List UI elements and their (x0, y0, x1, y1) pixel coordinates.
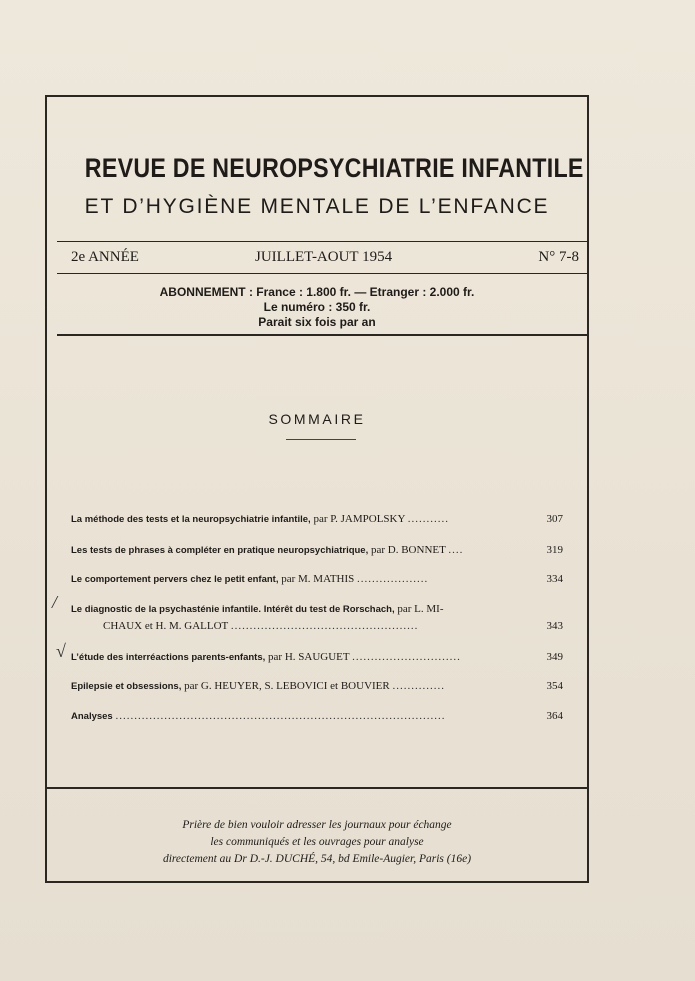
page-frame (45, 95, 589, 883)
toc-entry (71, 510, 563, 529)
toc-entry-page: 343 (546, 620, 563, 632)
toc-entry-dots: .............. (392, 680, 445, 692)
rule-issue (57, 273, 587, 274)
toc-entry-author: par H. SAUGUET (268, 651, 350, 663)
rule-footer (47, 787, 587, 789)
toc-entry-author: par L. MI- (397, 603, 444, 615)
subscription-info (47, 285, 587, 330)
toc-entry (71, 570, 563, 589)
toc-entry-author: par D. BONNET (370, 544, 446, 556)
footer-line2: les communiqués et les ouvrages pour analyse (210, 836, 424, 848)
toc-entry-page: 349 (546, 651, 563, 663)
subscription-frequency: Parait six fois par an (258, 315, 376, 329)
rule-subscription (57, 334, 587, 336)
toc-entry-dots: ............................. (352, 651, 461, 663)
footer-line1: Prière de bien vouloir adresser les journaux pour échange (182, 819, 452, 831)
toc-entry-title: Epilepsie et obsessions, (71, 681, 182, 692)
toc-entry-dots: ........... (407, 513, 450, 525)
toc-entry-dots: ........................................................................................ (115, 710, 446, 722)
toc-entry-title: Les tests de phrases à compléter en pratique neuropsychiatrique, (71, 545, 369, 556)
journal-title-line1: REVUE DE NEUROPSYCHIATRIE INFANTILE (84, 153, 584, 183)
journal-title-line2: ET D’HYGIÈNE MENTALE DE L’ENFANCE (84, 195, 550, 218)
toc-entry (71, 541, 563, 560)
toc-entry-title: Le diagnostic de la psychasténie infantile. Intérêt du test de Rorschach, (71, 604, 395, 615)
toc-entry (71, 707, 563, 726)
issue-line (71, 249, 579, 271)
issue-date: JUILLET-AOUT 1954 (255, 249, 393, 265)
issue-number: N° 7-8 (538, 249, 579, 265)
pencil-check-icon: √ (56, 641, 66, 661)
toc-entry-continuation (103, 617, 563, 636)
subscription-single-issue: Le numéro : 350 fr. (263, 300, 371, 314)
toc-entry-title: L’étude des interréactions parents-enfants, (71, 652, 266, 663)
toc-entry-title: Le comportement pervers chez le petit enfant, (71, 574, 279, 585)
toc-entry-author: par G. HEUYER, S. LEBOVICI et BOUVIER (184, 680, 390, 692)
toc-entry (71, 648, 563, 667)
sommaire-underline (286, 439, 356, 440)
toc-entry-author: par P. JAMPOLSKY (313, 513, 406, 525)
footer-notice (47, 817, 587, 868)
toc-entry-dots: .... (448, 544, 464, 556)
sommaire-heading: SOMMAIRE (268, 411, 366, 427)
subscription-price: ABONNEMENT : France : 1.800 fr. — Etranger : 2.000 fr. (159, 285, 475, 299)
rule-top (57, 241, 587, 242)
footer-line3: directement au Dr D.-J. DUCHÉ, 54, bd Emile-Augier, Paris (16e) (162, 853, 472, 865)
toc-entry-page: 319 (546, 544, 563, 556)
toc-entry-page: 334 (546, 573, 563, 585)
toc-entry-title: Analyses (71, 711, 113, 722)
toc-entry-author: CHAUX et H. M. GALLOT (103, 620, 229, 632)
toc-entry-dots: ................... (357, 573, 429, 585)
toc-entry-page: 354 (546, 680, 563, 692)
toc-entry-title: La méthode des tests et la neuropsychiatrie infantile, (71, 514, 311, 525)
pencil-mark-icon: / (52, 592, 58, 612)
toc-entry-dots: .................................................. (230, 620, 419, 632)
issue-year: 2e ANNÉE (71, 249, 139, 265)
toc-entry-author: par M. MATHIS (281, 573, 355, 585)
toc-entry (71, 677, 563, 696)
toc-entry-page: 307 (546, 513, 563, 525)
toc-entry-page: 364 (546, 710, 563, 722)
